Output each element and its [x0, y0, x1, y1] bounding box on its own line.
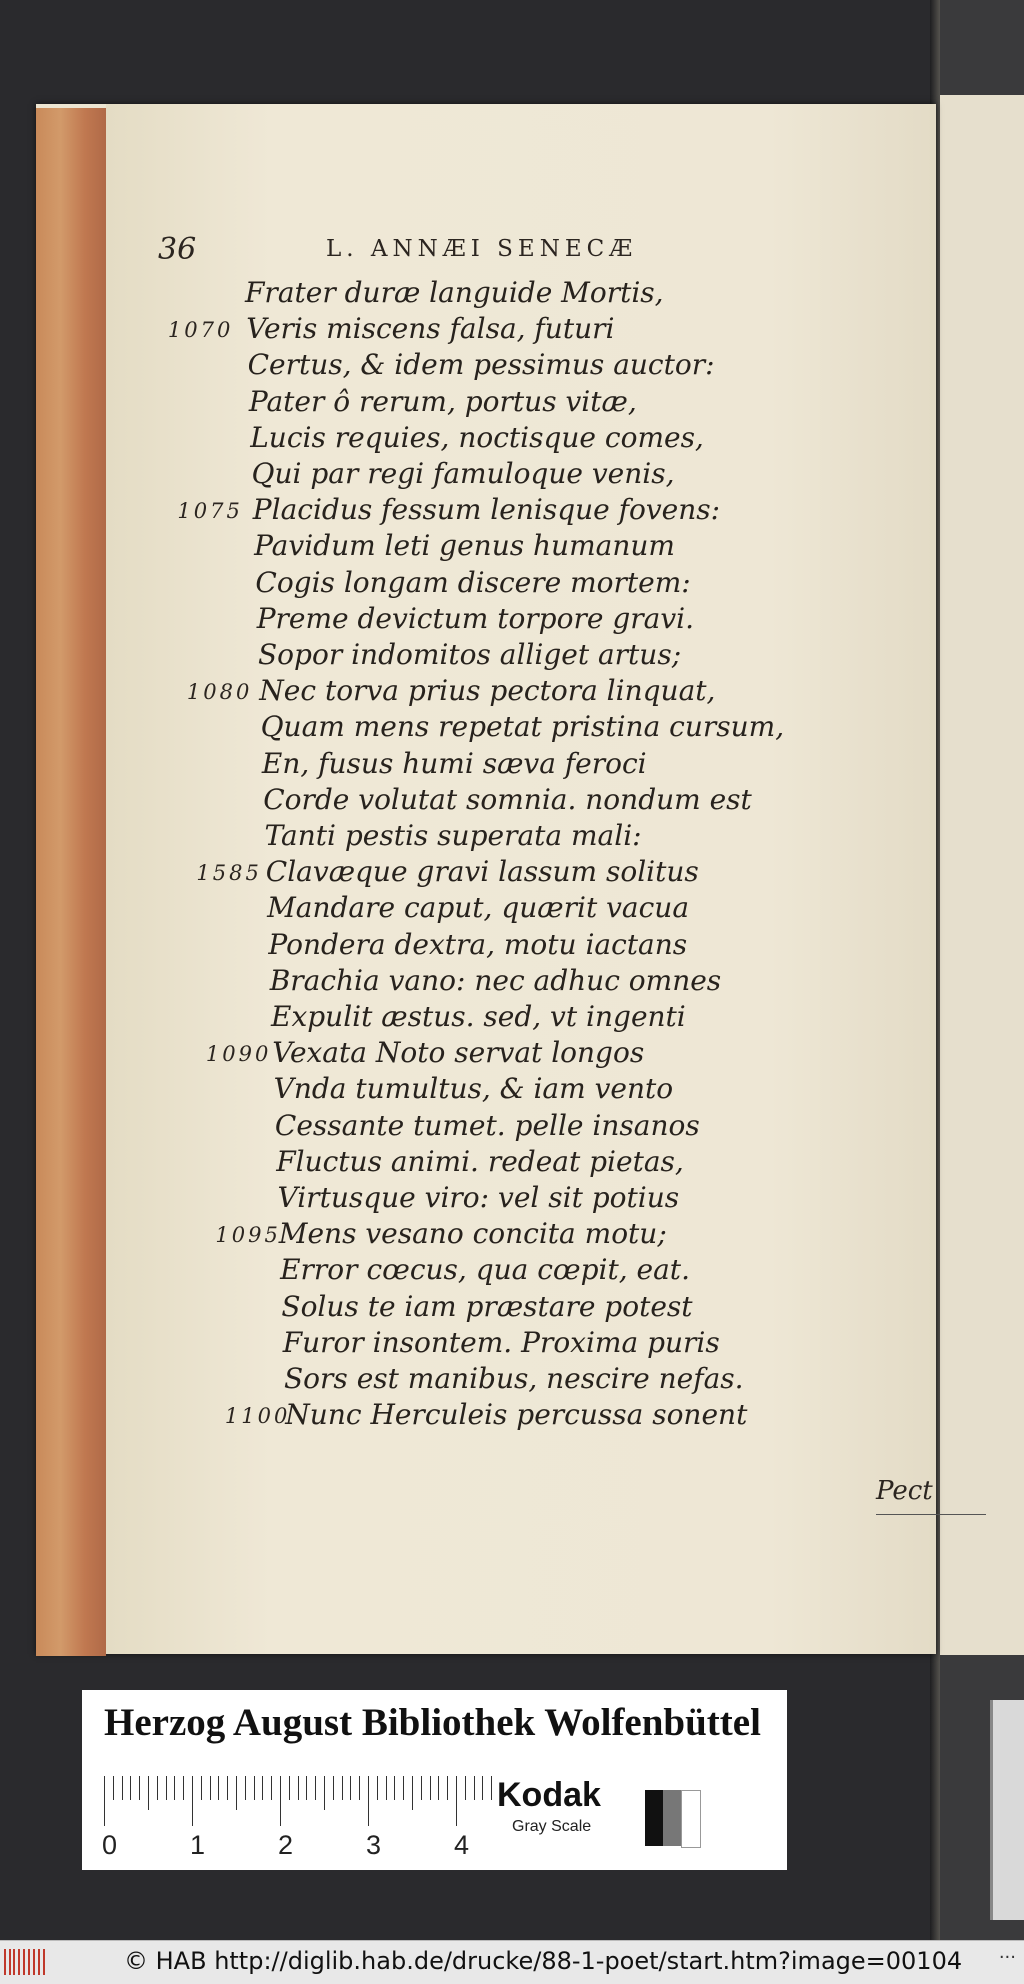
- line-number: 1095: [215, 1223, 281, 1248]
- ruler-tick: [315, 1776, 316, 1800]
- verse-line: Vexata Noto servat longos: [272, 1036, 645, 1070]
- ruler-tick: [183, 1776, 184, 1800]
- ruler-tick: [298, 1776, 299, 1800]
- verse-line: Clavæque gravi lassum solitus: [265, 855, 699, 889]
- verse-line: Lucis requies, noctisque comes,: [250, 420, 704, 454]
- ruler-tick: [394, 1776, 395, 1800]
- verse-line: Vnda tumultus, & iam vento: [273, 1072, 674, 1106]
- verse-line: Mens vesano concita motu;: [278, 1217, 667, 1251]
- ruler-tick: [456, 1776, 457, 1826]
- ruler-tick: [192, 1776, 193, 1826]
- ruler-tick: [289, 1776, 290, 1800]
- ruler-tick: [113, 1776, 114, 1800]
- verse-line: Cessante tumet. pelle insanos: [274, 1108, 700, 1142]
- ruler-tick: [139, 1776, 140, 1800]
- verse-line: Pater ô rerum, portus vitæ,: [248, 384, 637, 418]
- line-number: 1090: [205, 1042, 272, 1067]
- ruler-tick: [359, 1776, 360, 1800]
- verse-line: Cogis longam discere mortem:: [255, 565, 691, 599]
- ruler-tick: [210, 1776, 211, 1800]
- ruler-number: 3: [366, 1830, 382, 1860]
- ruler-tick: [368, 1776, 369, 1826]
- verse-line: Veris miscens falsa, futuri: [246, 312, 615, 346]
- verse-line: Tanti pestis superata mali:: [264, 819, 642, 852]
- catchword: Pect: [876, 1476, 933, 1506]
- line-number: 1070: [167, 318, 234, 343]
- ruler-tick: [201, 1776, 202, 1800]
- line-number: 1100: [224, 1404, 291, 1429]
- line-number: 1080: [186, 680, 253, 705]
- verse-line: Solus te iam præstare potest: [281, 1289, 693, 1323]
- verse-line: Brachia vano: nec adhuc omnes: [269, 963, 722, 997]
- ruler-tick: [350, 1776, 351, 1800]
- verse-line: Preme devictum torpore gravi.: [256, 601, 694, 635]
- verse-line: Pavidum leti genus humanum: [254, 529, 675, 563]
- ruler-tick: [447, 1776, 448, 1800]
- copyright-link[interactable]: © HAB http://diglib.hab.de/drucke/88-1-poet/start.htm?image=00104: [124, 1947, 963, 1975]
- viewer-footer: [0, 1940, 1024, 1984]
- verse-line: Frater duræ languide Mortis,: [245, 276, 664, 309]
- color-calibration-bar: [82, 1690, 787, 1870]
- more-menu-icon[interactable]: ···: [998, 1947, 1016, 1968]
- page-edge: [36, 108, 106, 1656]
- ruler-tick: [174, 1776, 175, 1800]
- ruler-number: 1: [190, 1830, 206, 1860]
- ruler-number: 4: [454, 1830, 470, 1860]
- line-number: 1585: [196, 861, 262, 886]
- ruler-tick: [403, 1776, 404, 1800]
- ruler-tick: [157, 1776, 158, 1800]
- ruler-number: 2: [278, 1830, 294, 1860]
- ruler-tick: [430, 1776, 431, 1800]
- ruler-tick: [386, 1776, 387, 1800]
- ruler-tick: [377, 1776, 378, 1800]
- ruler-tick: [306, 1776, 307, 1800]
- catchword-rule: [876, 1514, 986, 1515]
- ruler-tick: [254, 1776, 255, 1800]
- ruler-tick: [104, 1776, 105, 1826]
- ruler-tick: [245, 1776, 246, 1800]
- verse-line: Certus, & idem pessimus auctor:: [247, 348, 715, 382]
- page-number: 36: [158, 232, 197, 267]
- adjacent-colorbar: [990, 1700, 1024, 1920]
- ruler-tick: [122, 1776, 123, 1800]
- ruler-tick: [421, 1776, 422, 1800]
- kodak-logo: Kodak: [497, 1776, 601, 1814]
- verse-line: Sopor indomitos alliget artus;: [258, 638, 682, 671]
- verse-line: Quam mens repetat pristina cursum,: [260, 710, 785, 744]
- adjacent-page: [935, 95, 1024, 1655]
- ruler-tick: [342, 1776, 343, 1800]
- verse-line: Pondera dextra, motu iactans: [268, 927, 688, 961]
- ruler-tick: [280, 1776, 281, 1826]
- gray-scale-label: Gray Scale: [512, 1818, 592, 1835]
- verse-line: Furor insontem. Proxima puris: [282, 1325, 720, 1359]
- ruler-tick: [465, 1776, 466, 1800]
- ruler-tick: [412, 1776, 413, 1810]
- ruler-tick: [482, 1776, 483, 1800]
- ruler-tick: [474, 1776, 475, 1800]
- verse-line: Qui par regi famuloque venis,: [251, 457, 675, 490]
- ruler: [104, 1776, 459, 1826]
- ruler-tick: [236, 1776, 237, 1810]
- verse-line: Nunc Herculeis percussa sonent: [285, 1398, 748, 1432]
- ruler-tick: [148, 1776, 149, 1810]
- ruler-tick: [130, 1776, 131, 1800]
- verse-line: Mandare caput, quærit vacua: [267, 891, 690, 925]
- verse-line: Fluctus animi. redeat pietas,: [276, 1144, 684, 1178]
- verse-line: Error cœcus, qua cœpit, eat.: [280, 1253, 690, 1287]
- library-name: Herzog August Bibliothek Wolfenbüttel: [104, 1701, 761, 1744]
- ruler-tick: [491, 1776, 492, 1800]
- verse-line: Expulit æstus. sed, vt ingenti: [271, 1000, 686, 1033]
- running-title: L. ANNÆI SENECÆ: [326, 236, 638, 262]
- ruler-tick: [438, 1776, 439, 1800]
- verse-line: En, fusus humi sæva feroci: [261, 746, 647, 780]
- running-head: [158, 232, 758, 272]
- ruler-tick: [227, 1776, 228, 1800]
- ruler-tick: [166, 1776, 167, 1800]
- ruler-number: 0: [102, 1830, 118, 1860]
- verse-line: Placidus fessum lenisque fovens:: [252, 493, 721, 527]
- barcode-icon: [4, 1949, 46, 1975]
- ruler-tick: [333, 1776, 334, 1800]
- gray-patch-mid: [663, 1790, 681, 1846]
- ruler-tick: [262, 1776, 263, 1800]
- gray-patch-white: [681, 1790, 701, 1848]
- gray-patch-black: [645, 1790, 663, 1846]
- verse-line: Nec torva prius pectora linquat,: [259, 674, 716, 708]
- ruler-tick: [271, 1776, 272, 1800]
- line-number: 1075: [177, 499, 243, 524]
- verse-line: Sors est manibus, nescire nefas.: [284, 1362, 744, 1395]
- verse-line: Corde volutat somnia. nondum est: [263, 782, 752, 816]
- ruler-tick: [324, 1776, 325, 1810]
- ruler-tick: [218, 1776, 219, 1800]
- verse-line: Virtusque viro: vel sit potius: [277, 1181, 680, 1214]
